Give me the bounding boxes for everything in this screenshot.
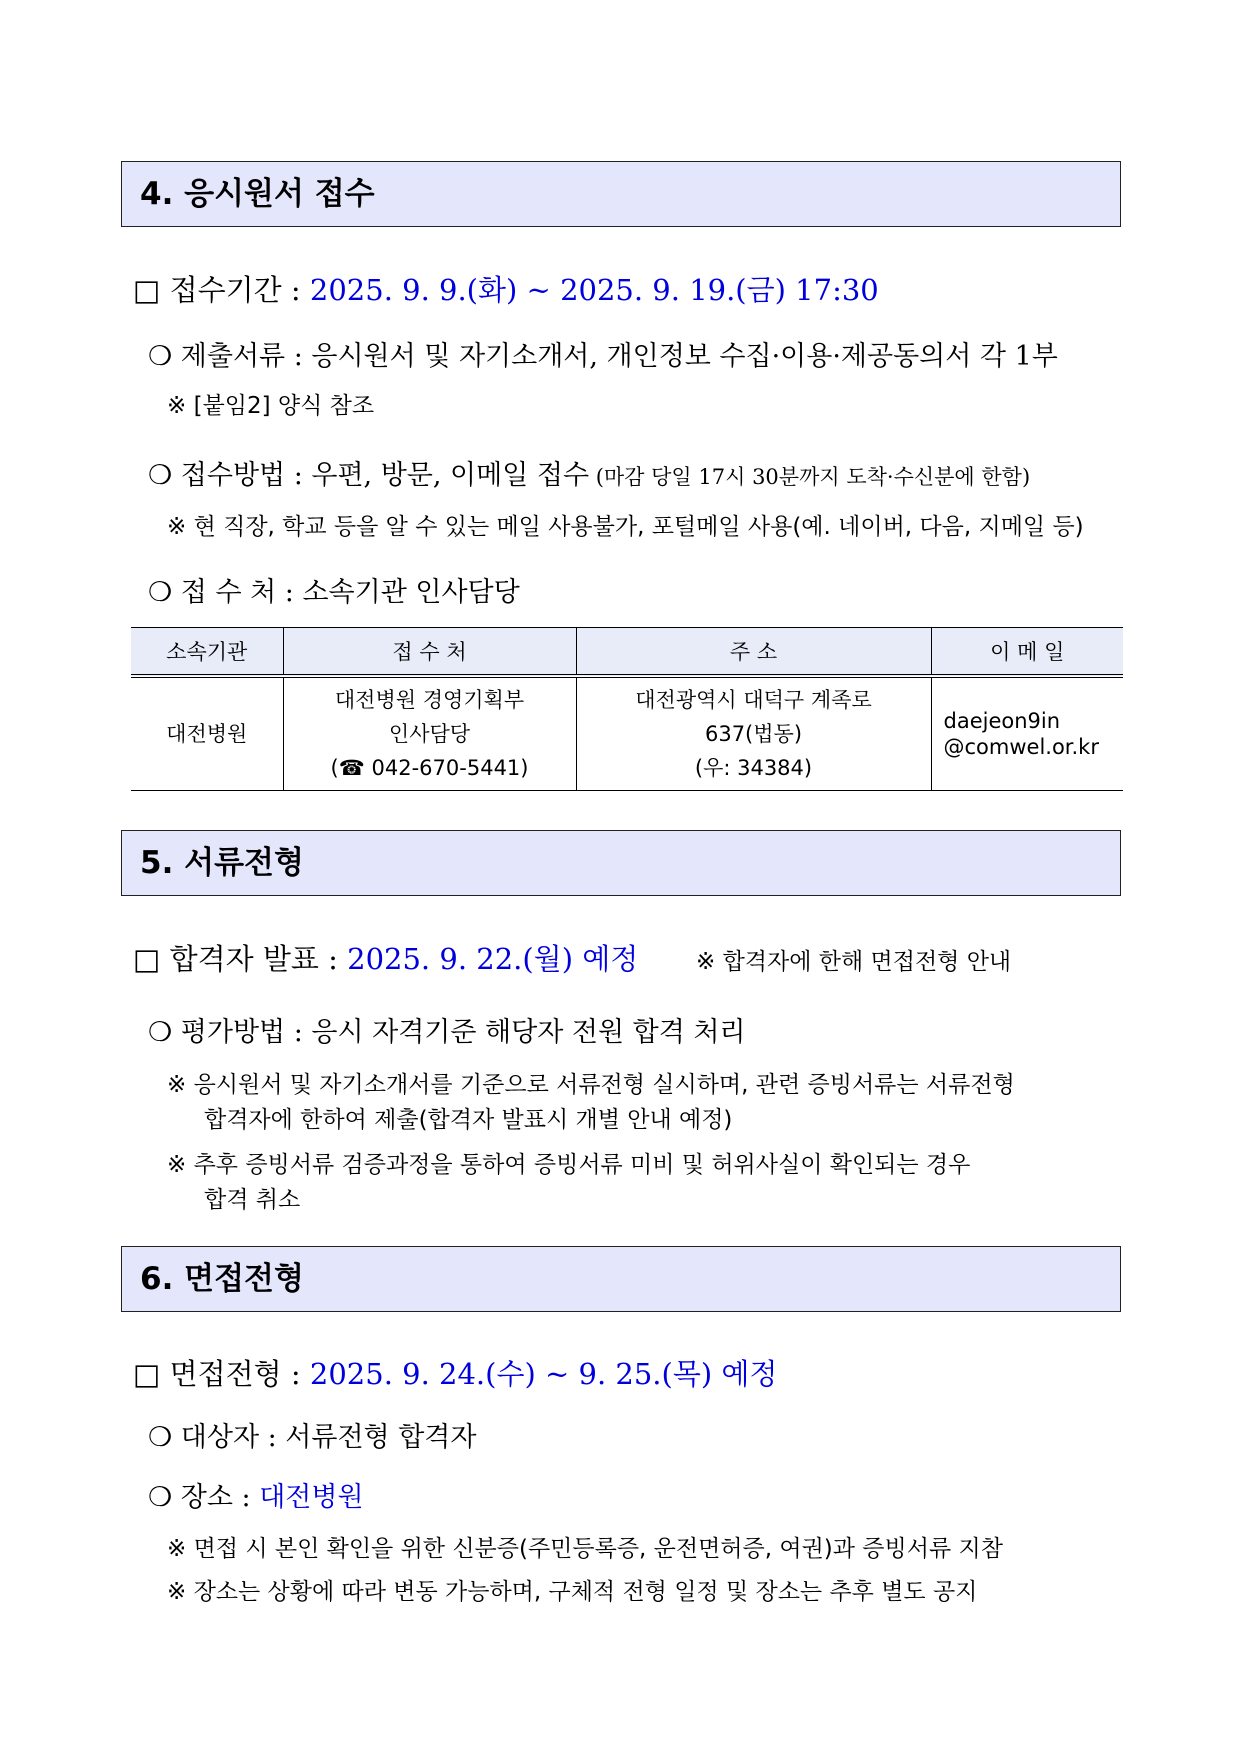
receipt-method-main: ❍ 접수방법 : 우편, 방문, 이메일 접수 [148, 460, 590, 491]
dept-line2: 인사담당 [388, 722, 471, 746]
section-5-heading: 5. 서류전형 [121, 830, 1121, 896]
email-line1: daejeon9in [943, 709, 1061, 733]
address-line1: 대전광역시 대덕구 계족로 [635, 688, 872, 712]
table-header-row [131, 628, 1123, 677]
eval-note1-line1: ※ 응시원서 및 자기소개서를 기준으로 서류전형 실시하며, 관련 증빙서류는 서류전형 [167, 1072, 1015, 1098]
receipt-place-line: ❍ 접 수 처 : 소속기관 인사담당 [148, 577, 520, 608]
submit-docs-note: ※ [붙임2] 양식 참조 [167, 393, 375, 419]
table-row [131, 676, 1123, 791]
email-line2: @comwel.or.kr [943, 735, 1099, 759]
eval-note1-line2: 합격자에 한하여 제출(합격자 발표시 개별 안내 예정) [204, 1107, 733, 1133]
eval-note2-line1: ※ 추후 증빙서류 검증과정을 통하여 증빙서류 미비 및 허위사실이 확인되는 경우 [167, 1152, 971, 1178]
receipt-table [131, 627, 1123, 791]
header-address: 주 소 [576, 628, 931, 677]
receipt-period-value: 2025. 9. 9.(화) ~ 2025. 9. 19.(금) 17:30 [309, 273, 879, 307]
cell-org: 대전병원 [131, 676, 283, 791]
eval-method-line: ❍ 평가방법 : 응시 자격기준 해당자 전원 합격 처리 [148, 1017, 746, 1048]
receipt-method-deadline: (마감 당일 17시 30분까지 도착·수신분에 한함) [589, 465, 1031, 489]
announce-line [133, 937, 638, 978]
interview-line [133, 1352, 777, 1393]
interview-note1: ※ 면접 시 본인 확인을 위한 신분증(주민등록증, 운전면허증, 여권)과 증빙서류 지참 [167, 1536, 1003, 1562]
announce-label: □ 합격자 발표 : [133, 942, 348, 976]
cell-address [576, 676, 931, 791]
interview-target-line: ❍ 대상자 : 서류전형 합격자 [148, 1422, 477, 1453]
announce-note: ※ 합격자에 한해 면접전형 안내 [696, 949, 1012, 975]
header-org: 소속기관 [131, 628, 283, 677]
section-4-heading: 4. 응시원서 접수 [121, 161, 1121, 227]
interview-place-label: ❍ 장소 : [148, 1482, 260, 1513]
cell-email [931, 676, 1123, 791]
cell-dept [283, 676, 576, 791]
dept-line1: 대전병원 경영기획부 [334, 688, 525, 712]
header-email: 이 메 일 [931, 628, 1123, 677]
interview-place-value: 대전병원 [259, 1482, 364, 1513]
section-6-heading: 6. 면접전형 [121, 1246, 1121, 1312]
dept-phone: (☎ 042-670-5441) [330, 756, 529, 780]
interview-note2: ※ 장소는 상황에 따라 변동 가능하며, 구체적 전형 일정 및 장소는 추후 별도 공지 [167, 1579, 978, 1605]
announce-value: 2025. 9. 22.(월) 예정 [347, 942, 639, 976]
header-dept: 접 수 처 [283, 628, 576, 677]
receipt-period-line [133, 268, 879, 309]
interview-place-line [148, 1475, 364, 1514]
eval-note2-line2: 합격 취소 [204, 1187, 301, 1213]
interview-value: 2025. 9. 24.(수) ~ 9. 25.(목) 예정 [309, 1357, 778, 1391]
interview-label: □ 면접전형 : [133, 1357, 310, 1391]
address-zip: (우: 34384) [694, 756, 813, 780]
submit-docs-line: ❍ 제출서류 : 응시원서 및 자기소개서, 개인정보 수집·이용·제공동의서 각 1부 [148, 341, 1058, 372]
receipt-period-label: □ 접수기간 : [133, 273, 310, 307]
address-line2: 637(법동) [704, 722, 803, 746]
receipt-method-line [148, 453, 1030, 492]
receipt-method-note: ※ 현 직장, 학교 등을 알 수 있는 메일 사용불가, 포털메일 사용(예. 네이버, 다음, 지메일 등) [167, 514, 1084, 540]
